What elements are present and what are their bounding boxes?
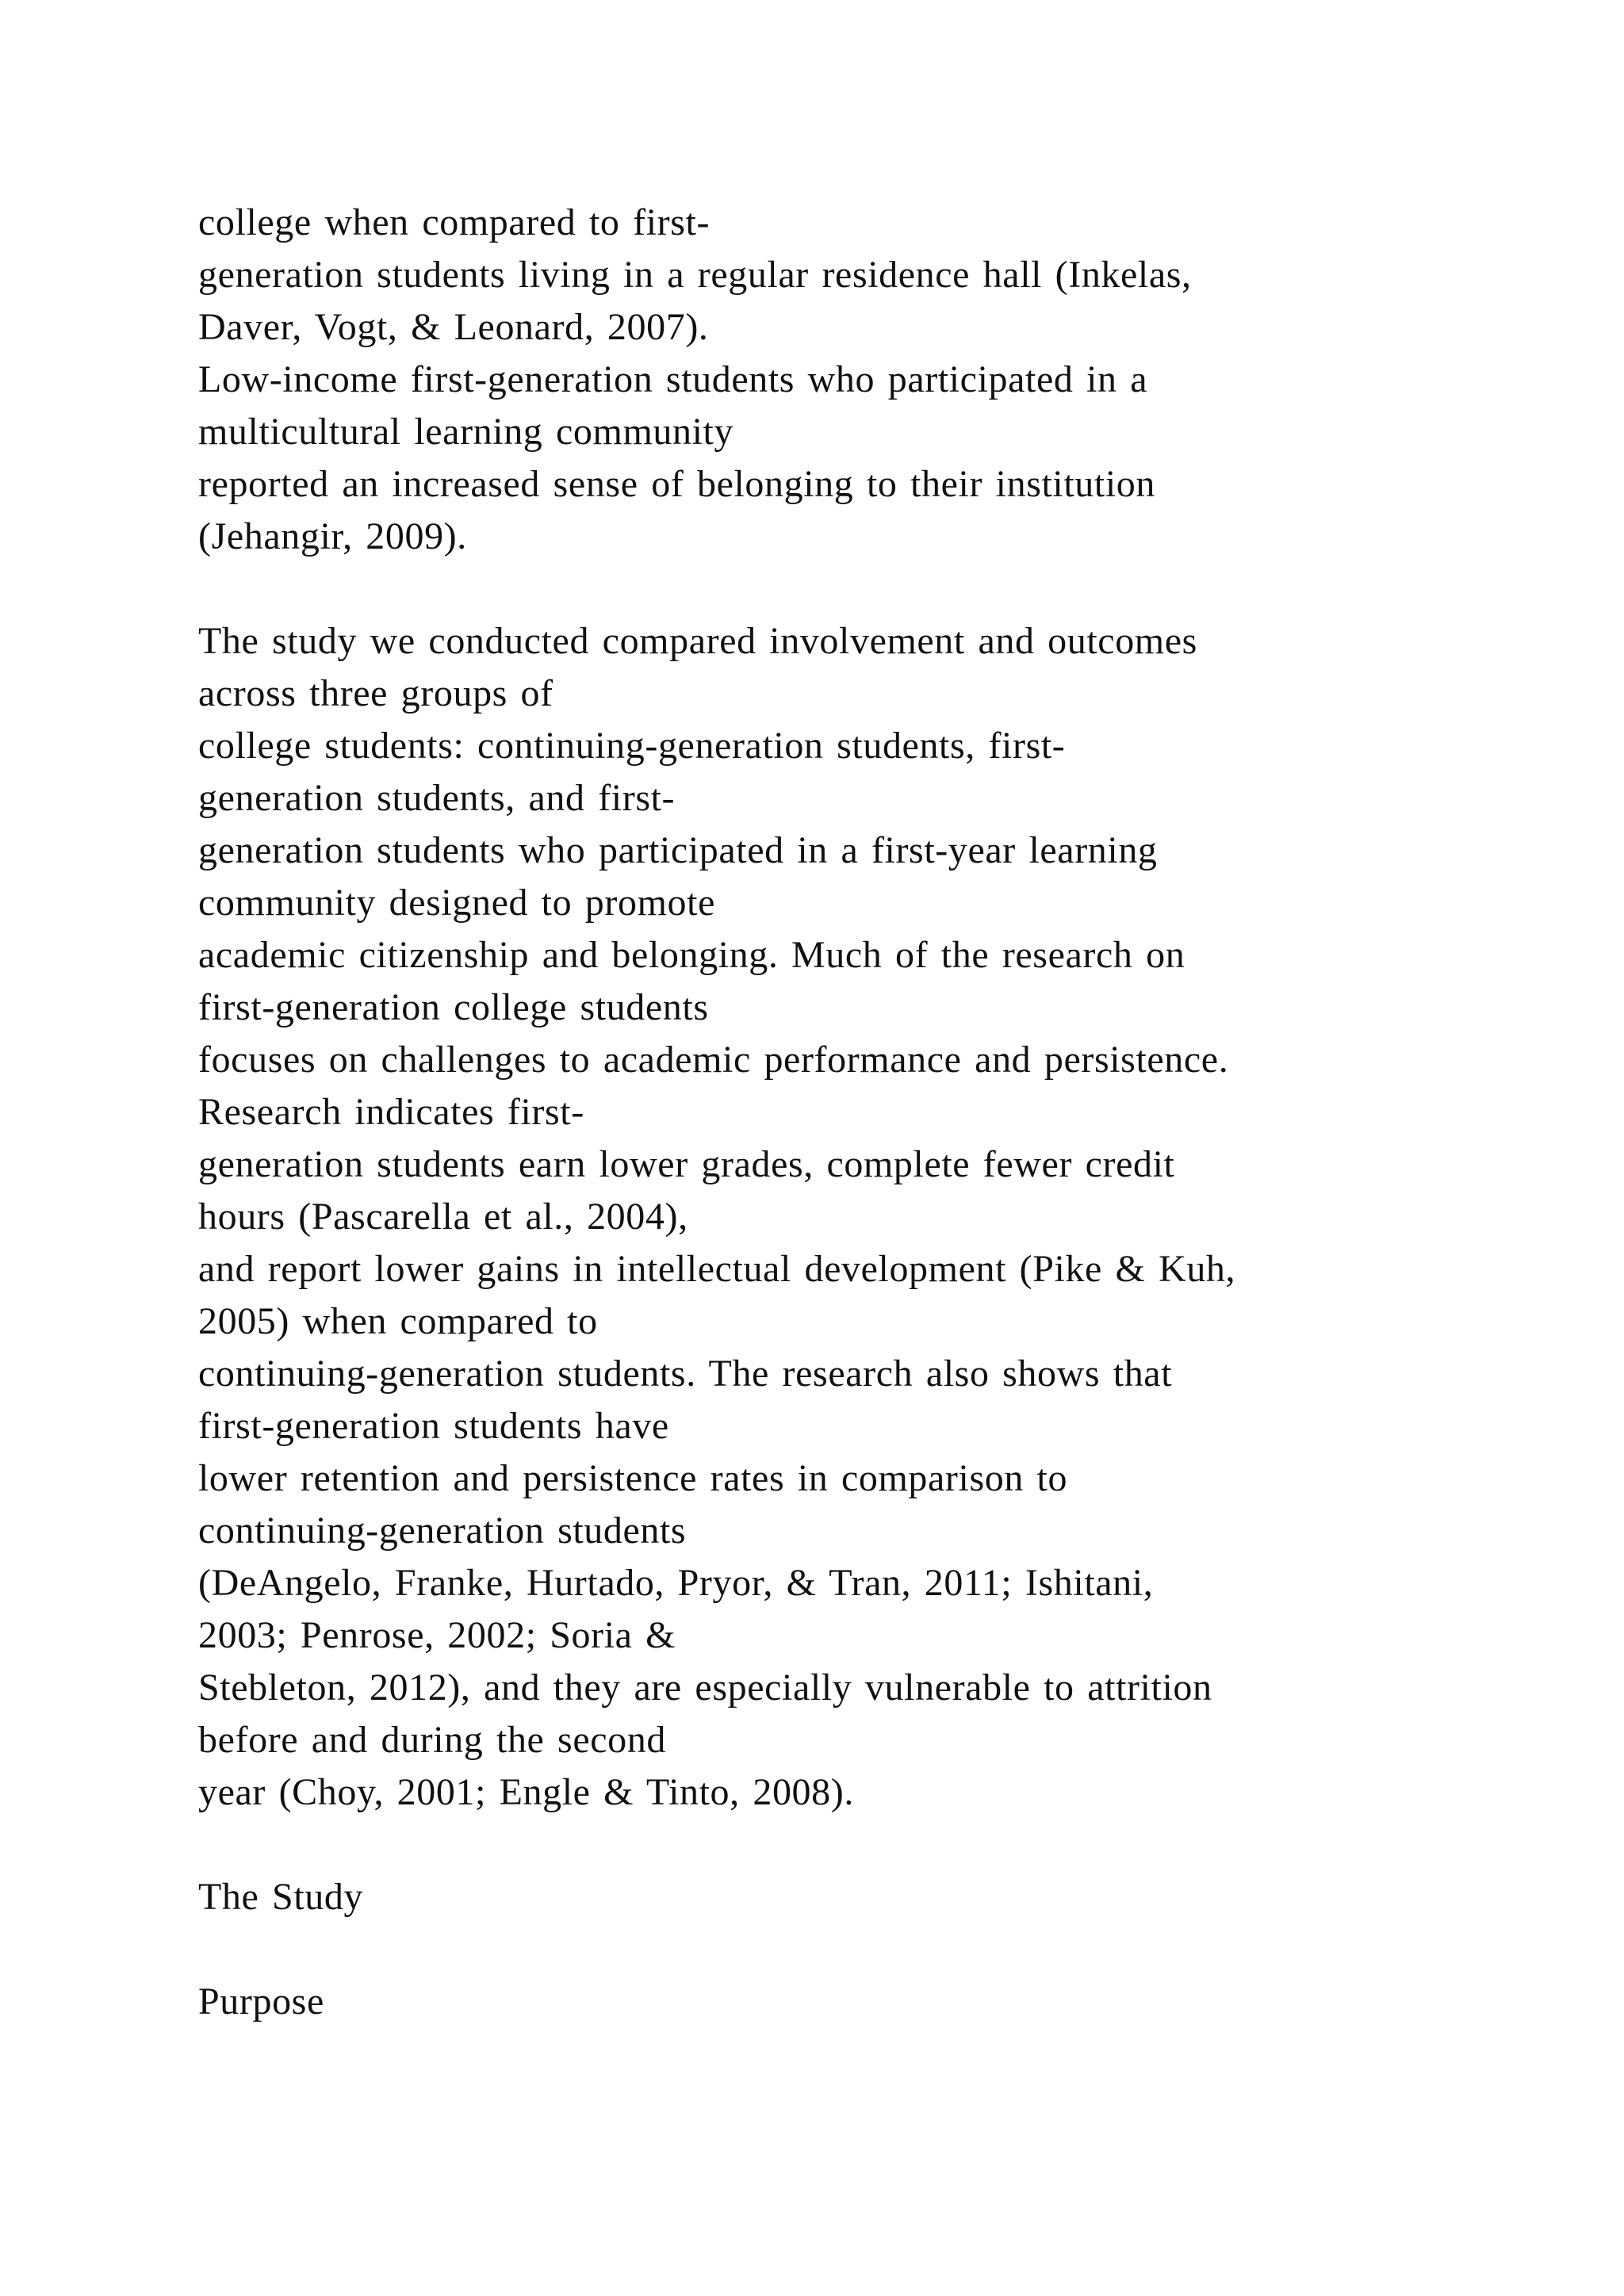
- paragraph-spacer: [198, 563, 1546, 615]
- section-heading-purpose: Purpose: [198, 1980, 324, 2022]
- text-line: academic citizenship and belonging. Much of the research on: [198, 934, 1185, 976]
- text-line: continuing-generation students. The research also shows that: [198, 1353, 1173, 1395]
- text-line: first-generation college students: [198, 986, 709, 1028]
- text-line: 2003; Penrose, 2002; Soria &: [198, 1614, 676, 1656]
- text-line: (Jehangir, 2009).: [198, 515, 467, 557]
- text-line: lower retention and persistence rates in comparison to: [198, 1457, 1068, 1499]
- paragraph-1: [198, 197, 1546, 563]
- text-line: generation students earn lower grades, complete fewer credit: [198, 1143, 1175, 1185]
- document-body: [198, 197, 1546, 2028]
- text-line: community designed to promote: [198, 882, 715, 924]
- text-line: multicultural learning community: [198, 411, 734, 453]
- text-line: before and during the second: [198, 1719, 666, 1761]
- text-line: Low-income first-generation students who participated in a: [198, 358, 1148, 400]
- paragraph-spacer: [198, 1923, 1546, 1976]
- text-line: reported an increased sense of belonging to their institution: [198, 463, 1155, 505]
- text-line: (DeAngelo, Franke, Hurtado, Pryor, & Tran, 2011; Ishitani,: [198, 1562, 1154, 1604]
- paragraph-2: [198, 615, 1546, 1819]
- text-line: college students: continuing-generation students, first-: [198, 725, 1066, 767]
- text-line: focuses on challenges to academic performance and persistence.: [198, 1039, 1229, 1081]
- text-line: Daver, Vogt, & Leonard, 2007).: [198, 306, 709, 348]
- text-line: Research indicates first-: [198, 1091, 584, 1133]
- text-line: first-generation students have: [198, 1405, 669, 1447]
- text-line: college when compared to first-: [198, 201, 710, 243]
- text-line: Stebleton, 2012), and they are especially vulnerable to attrition: [198, 1667, 1212, 1709]
- text-line: continuing-generation students: [198, 1510, 687, 1552]
- paragraph-spacer: [198, 1819, 1546, 1871]
- text-line: across three groups of: [198, 672, 553, 714]
- text-line: 2005) when compared to: [198, 1300, 598, 1342]
- text-line: generation students who participated in a first-year learning: [198, 829, 1158, 871]
- text-line: The study we conducted compared involvement and outcomes: [198, 620, 1197, 662]
- text-line: and report lower gains in intellectual development (Pike & Kuh,: [198, 1248, 1236, 1290]
- section-heading-the-study: The Study: [198, 1876, 364, 1918]
- text-line: generation students, and first-: [198, 777, 676, 819]
- text-line: generation students living in a regular residence hall (Inkelas,: [198, 254, 1192, 296]
- text-line: hours (Pascarella et al., 2004),: [198, 1196, 688, 1238]
- text-line: year (Choy, 2001; Engle & Tinto, 2008).: [198, 1771, 854, 1813]
